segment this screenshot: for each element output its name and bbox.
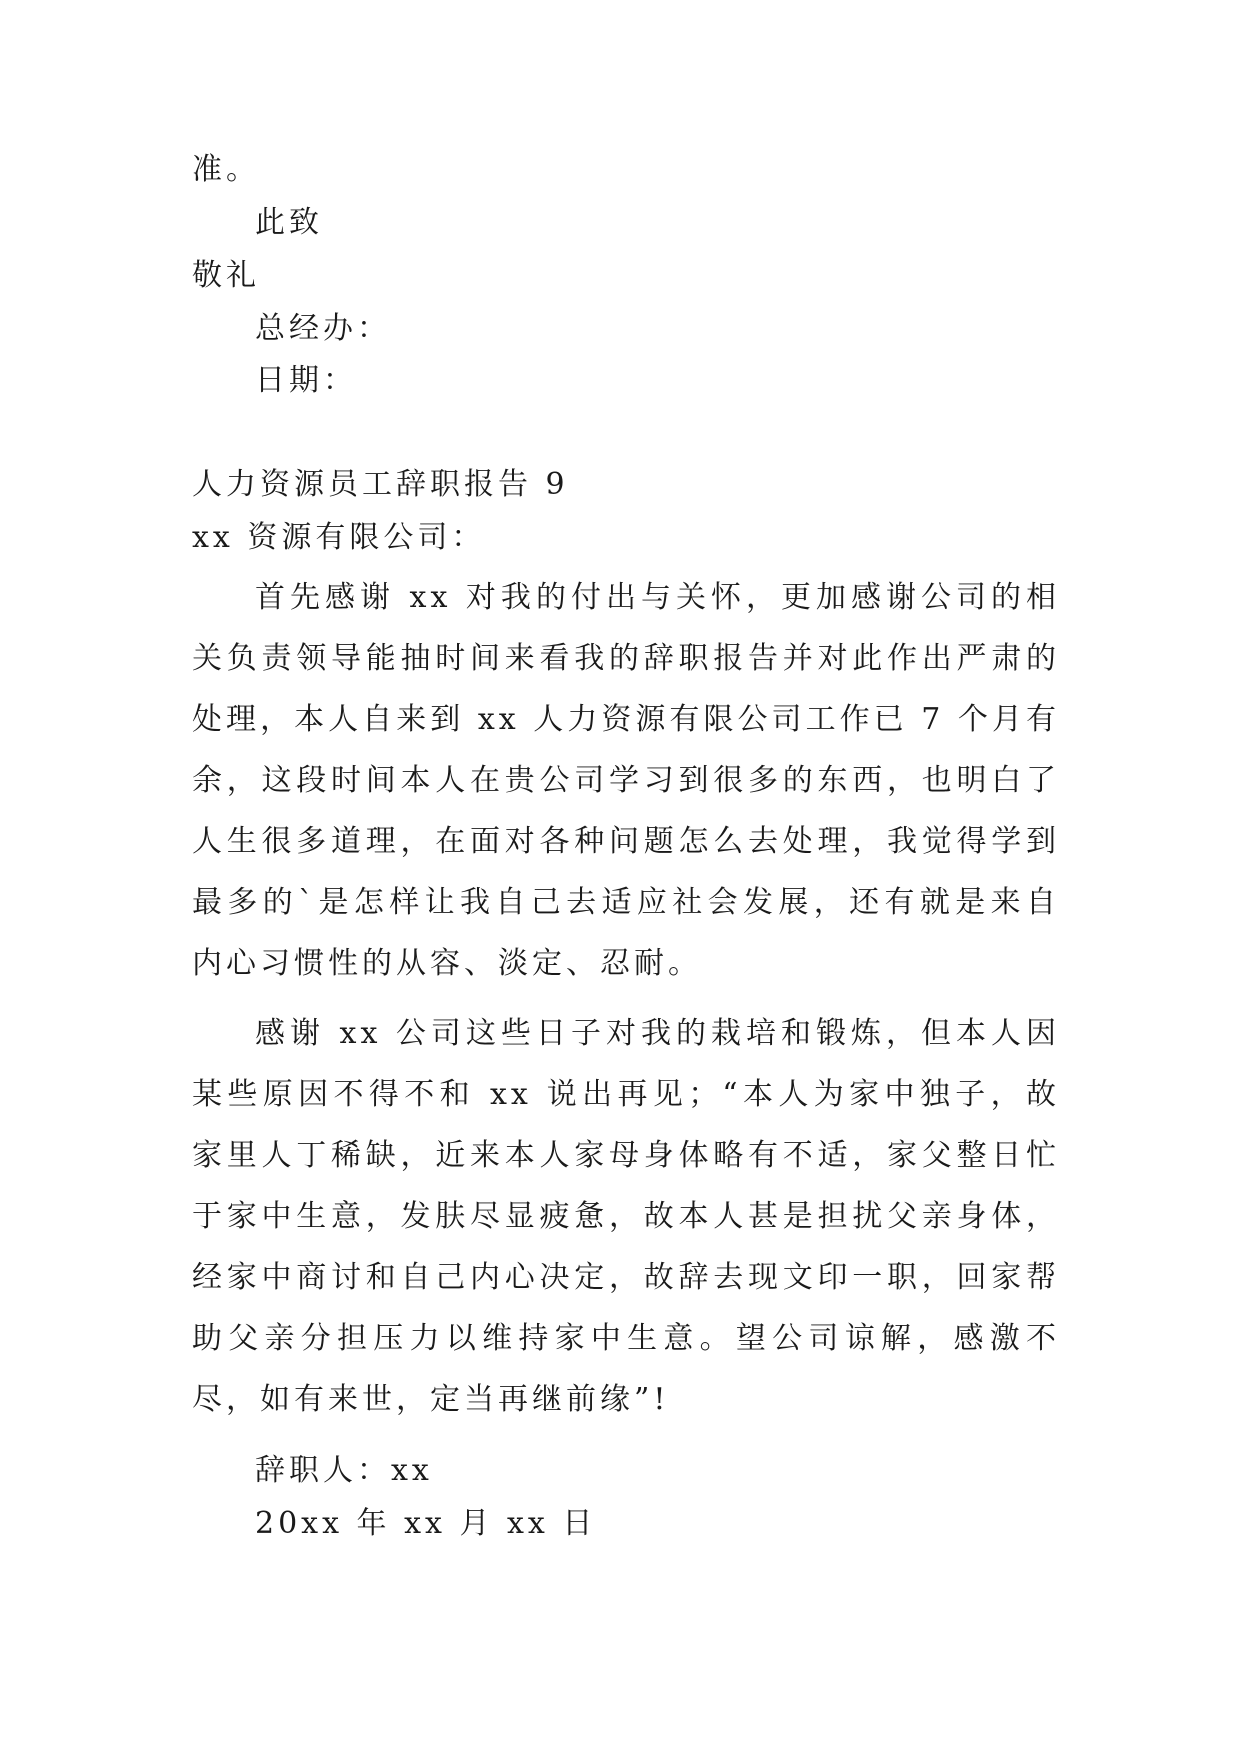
closing-cizhi: 此致	[255, 205, 323, 240]
letter-paragraph-1: 首先感谢 xx 对我的付出与关怀，更加感谢公司的相关负责领导能抽时间来看我的辞职报告并对此作出严肃的处理，本人自来到 xx 人力资源有限公司工作已 7 个月有余，这段时间本人在贵公司学习到很多的东西，也明白了人生很多道理，在面对各种问题怎么去处理，我觉得学到最多的`是怎样让我自己去适应社会发展，还有就是来自内心习惯性的从容、淡定、忍耐。	[192, 580, 1060, 981]
recipient-label: 总经办：	[255, 311, 391, 346]
letter-title: 人力资源员工辞职报告 9	[192, 467, 569, 502]
letter-paragraph-2: 感谢 xx 公司这些日子对我的栽培和锻炼，但本人因某些原因不得不和 xx 说出再见；“本人为家中独子，故家里人丁稀缺，近来本人家母身体略有不适，家父整日忙于家中生意，发肤尽显疲惫，故本人甚是担扰父亲身体，经家中商讨和自己内心决定，故辞去现文印一职，回家帮助父亲分担压力以维持家中生意。望公司谅解，感激不尽，如有来世，定当再继前缘”!	[192, 1016, 1060, 1417]
closing-jingli: 敬礼	[192, 258, 260, 293]
letter-salutation: xx 资源有限公司：	[192, 520, 486, 555]
date-label: 日期：	[255, 363, 357, 398]
letter-signature: 辞职人：xx	[255, 1453, 433, 1488]
letter-date: 20xx 年 xx 月 xx 日	[255, 1506, 597, 1541]
previous-letter-tail: 准。	[192, 152, 260, 187]
